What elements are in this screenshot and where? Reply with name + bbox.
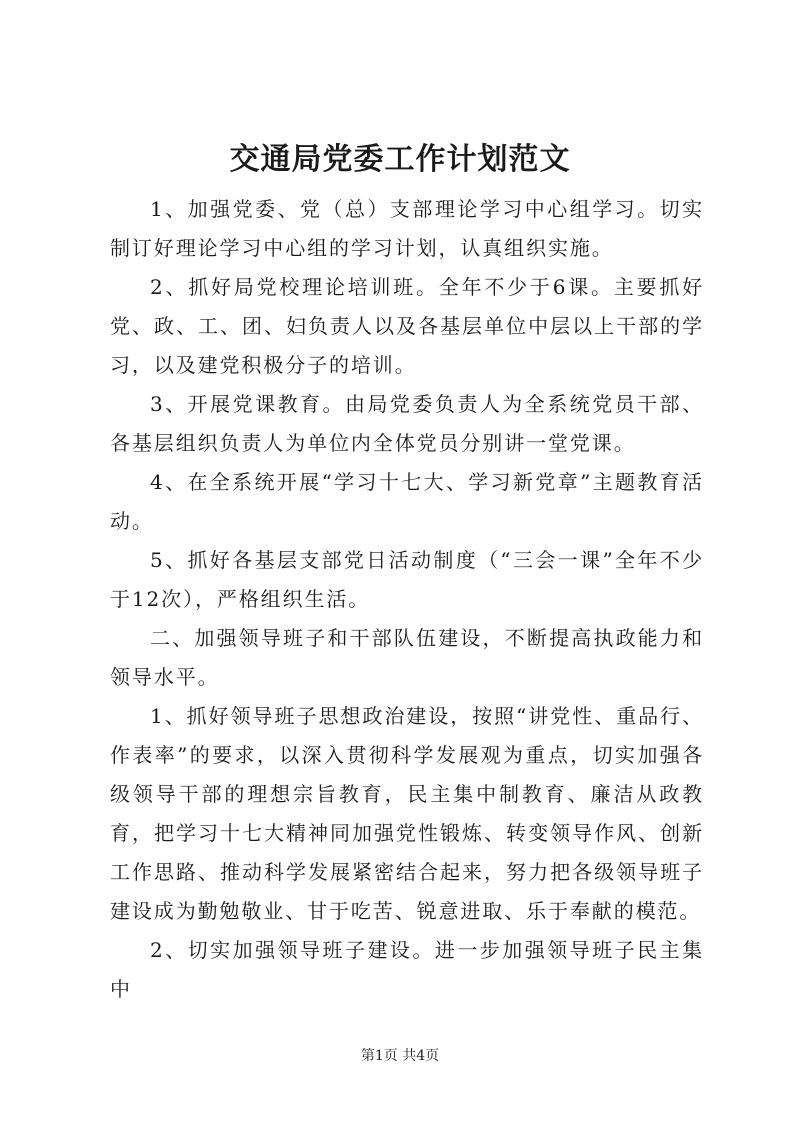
paragraph-item-2-2: 2、切实加强领导班子建设。进一步加强领导班子民主集中 <box>110 938 704 1001</box>
paragraph-item-1: 1、加强党委、党（总）支部理论学习中心组学习。切实制订好理论学习中心组的学习计划，认真组织实施。 <box>110 197 704 260</box>
paragraph-item-4: 4、在全系统开展“学习十七大、学习新党章”主题教育活动。 <box>110 470 704 533</box>
page-number-footer: 第1页 共4页 <box>360 1048 440 1064</box>
paragraph-item-2: 2、抓好局党校理论培训班。全年不少于6课。主要抓好党、政、工、团、妇负责人以及各基层单位中层以上干部的学习，以及建党积极分子的培训。 <box>110 275 704 377</box>
document-title: 交通局党委工作计划范文 <box>229 142 571 177</box>
section-heading-2: 二、加强领导班子和干部队伍建设，不断提高执政能力和领导水平。 <box>110 626 704 689</box>
paragraph-item-5: 5、抓好各基层支部党日活动制度（“三会一课”全年不少于12次），严格组织生活。 <box>110 548 704 611</box>
paragraph-item-2-1: 1、抓好领导班子思想政治建设，按照“讲党性、重品行、作表率”的要求，以深入贯彻科学发展观为重点，切实加强各级领导干部的理想宗旨教育，民主集中制教育、廉洁从政教育，把学习十七大精神同加强党性锻炼、转变领导作风、创新工作思路、推动科学发展紧密结合起来，努力把各级领导班子建设成为勤勉敬业、甘于吃苦、锐意进取、乐于奉献的模范。 <box>110 704 704 923</box>
document-body <box>110 190 704 1009</box>
paragraph-item-3: 3、开展党课教育。由局党委负责人为全系统党员干部、各基层组织负责人为单位内全体党员分别讲一堂党课。 <box>110 392 704 455</box>
